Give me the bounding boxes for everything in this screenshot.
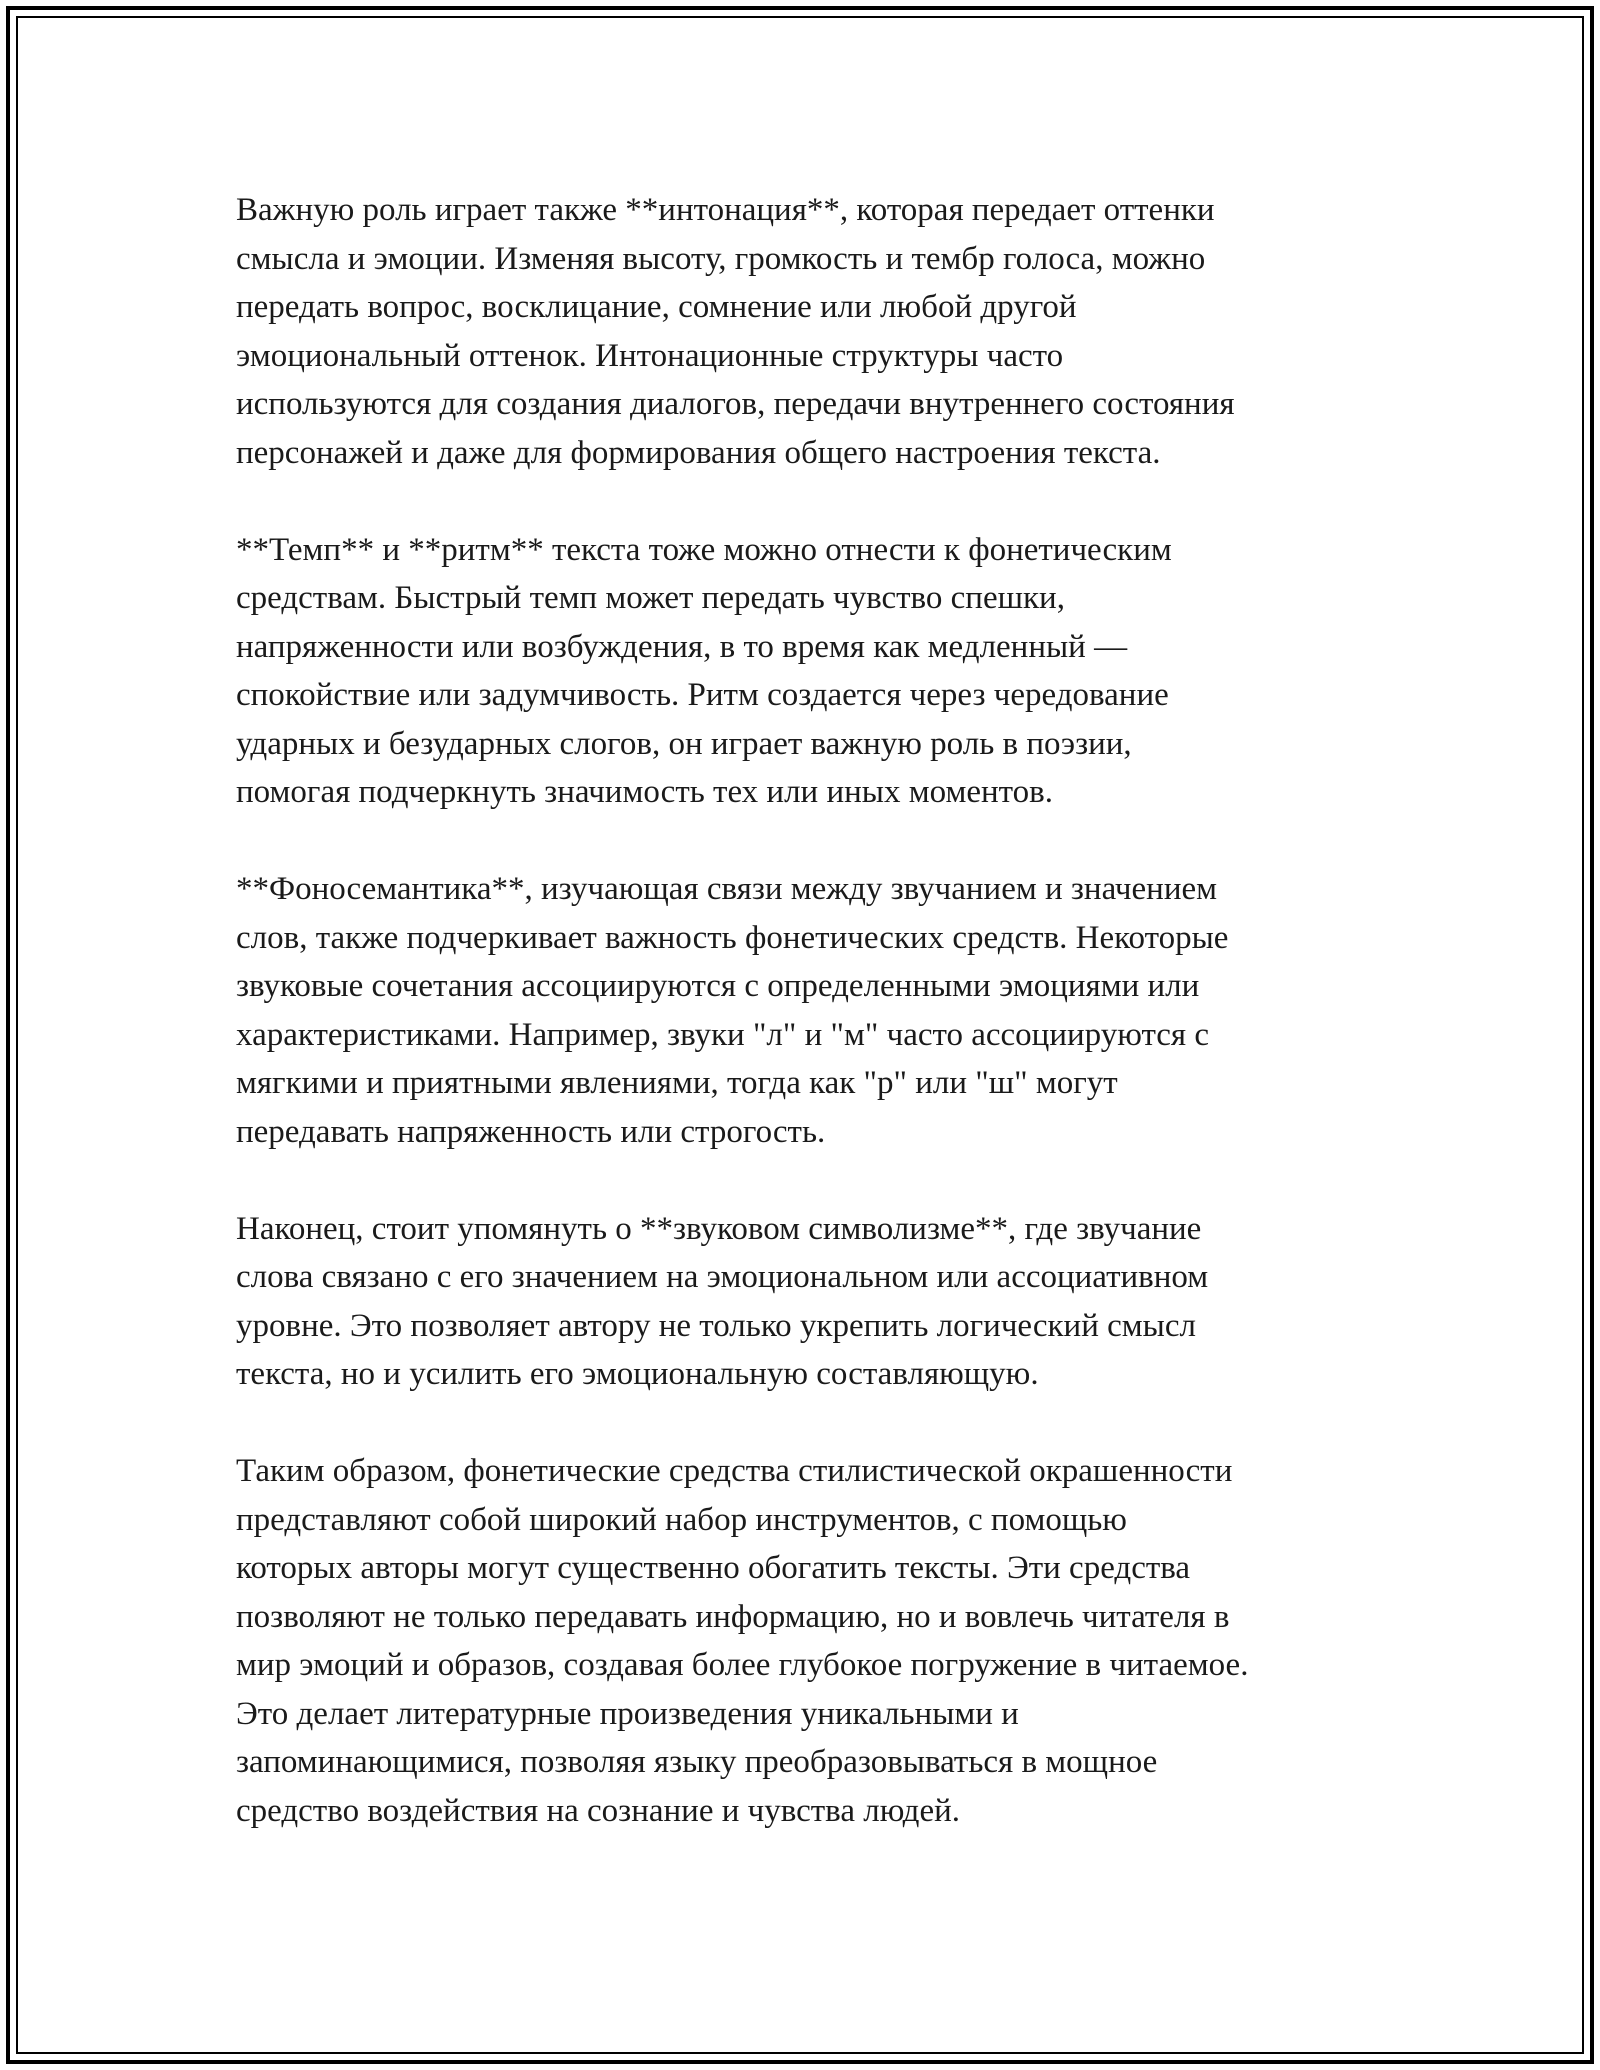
paragraph-sound-symbolism: Наконец, стоит упомянуть о **звуковом символизме**, где звучание слова связано с его значением на эмоциональном или ассоциативном уровне. Это позволяет автору не только укрепить логический смысл текста, но и усилить его эмоциональную составляющую. — [236, 1210, 1209, 1392]
paragraph-phonosemantics: **Фоносемантика**, изучающая связи между звучанием и значением слов, также подчеркивает важность фонетических средств. Некоторые звуковые сочетания ассоциируются с определенными эмоциями или характеристиками. Например, звуки "л" и "м" часто ассоциируются с мягкими и приятными явлениями, тогда как "р" или "ш" могут передавать напряженность или строгость. — [236, 871, 1229, 1150]
paragraph-intonation: Важную роль играет также **интонация**, которая передает оттенки смысла и эмоции. Изменяя высоту, громкость и тембр голоса, можно передать вопрос, восклицание, сомнение или любой другой эмоциональный оттенок. Интонационные структуры часто используются для создания диалогов, передачи внутреннего состояния персонажей и даже для формирования общего настроения текста. — [236, 192, 1235, 471]
paragraph-conclusion: Таким образом, фонетические средства стилистической окрашенности представляют собой широкий набор инструментов, с помощью которых авторы могут существенно обогатить тексты. Эти средства позволяют не только передавать информацию, но и вовлечь читателя в мир эмоций и образов, создавая более глубокое погружение в читаемое. Это делает литературные произведения уникальными и запоминающимися, позволяя языку преобразовываться в мощное средство воздействия на сознание и чувства людей. — [236, 1453, 1249, 1829]
document-body — [236, 186, 1406, 1884]
paragraph-tempo-rhythm: **Темп** и **ритм** текста тоже можно отнести к фонетическим средствам. Быстрый темп может передать чувство спешки, напряженности или возбуждения, в то время как медленный — спокойствие или задумчивость. Ритм создается через чередование ударных и безударных слогов, он играет важную роль в поэзии, помогая подчеркнуть значимость тех или иных моментов. — [236, 531, 1172, 810]
